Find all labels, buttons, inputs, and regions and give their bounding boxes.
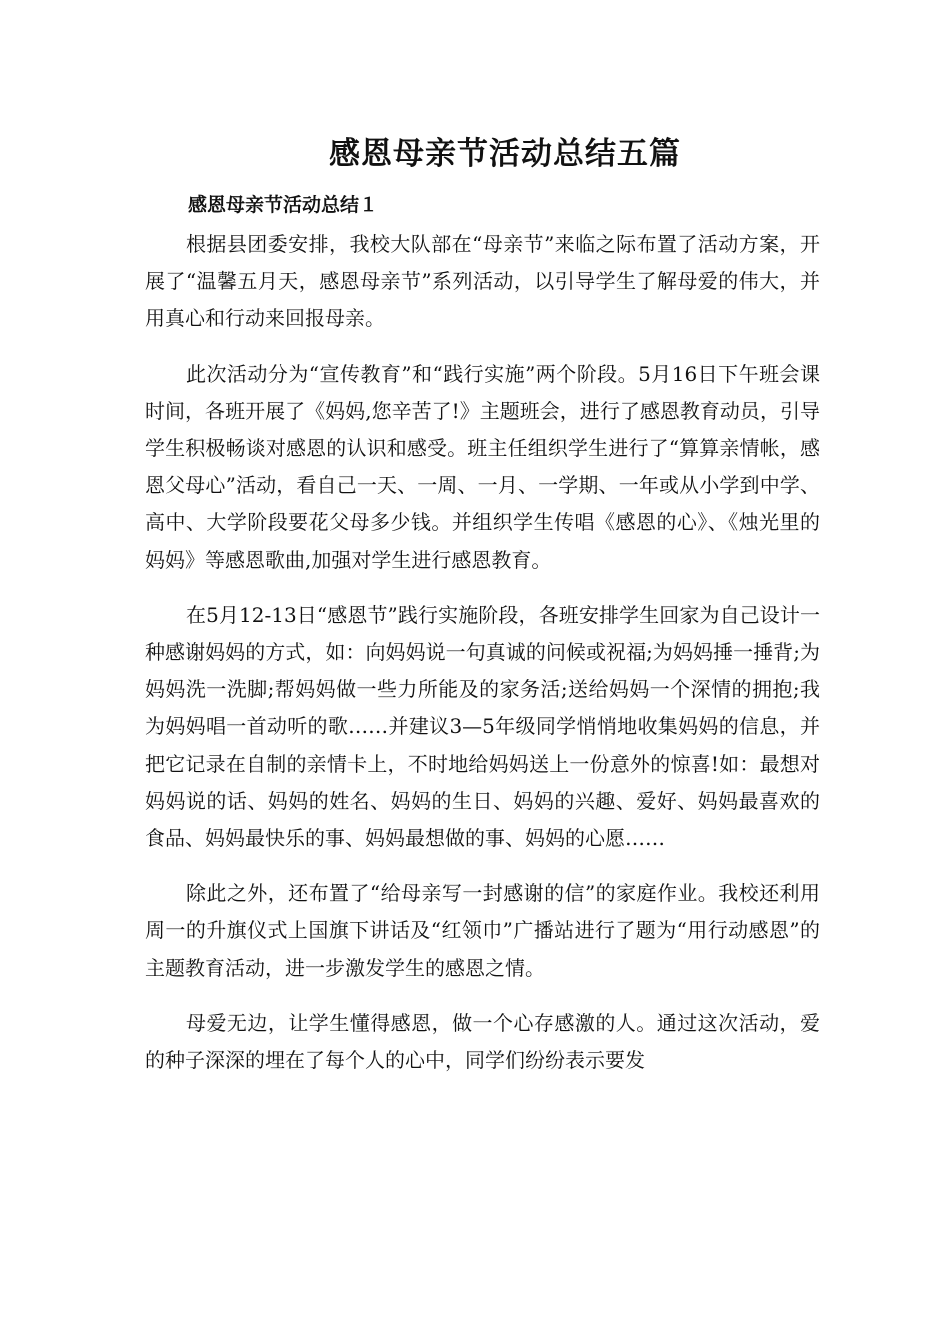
paragraph-4: 除此之外，还布置了“给母亲写一封感谢的信”的家庭作业。我校还利用周一的升旗仪式上国旗下讲话及“红领巾”广播站进行了题为“用行动感恩”的主题教育活动，进一步激发学生的感恩之情。 xyxy=(145,881,820,980)
paragraph-3: 在5月12-13日“感恩节”践行实施阶段，各班安排学生回家为自己设计一种感谢妈妈的方式，如：向妈妈说一句真诚的问候或祝福;为妈妈捶一捶背;为妈妈洗一洗脚;帮妈妈做一些力所能及的家务活;送给妈妈一个深情的拥抱;我为妈妈唱一首动听的歌……并建议3—5年级同学悄悄地收集妈妈的信息，并把它记录在自制的亲情卡上，不时地给妈妈送上一份意外的惊喜!如：最想对妈妈说的话、妈妈的姓名、妈妈的生日、妈妈的兴趣、爱好、妈妈最喜欢的食品、妈妈最快乐的事、妈妈最想做的事、妈妈的心愿…… xyxy=(145,602,820,851)
document-body xyxy=(145,226,820,1097)
paragraph-1: 根据县团委安排，我校大队部在“母亲节”来临之际布置了活动方案，开展了“温馨五月天，感恩母亲节”系列活动，以引导学生了解母爱的伟大，并用真心和行动来回报母亲。 xyxy=(145,232,820,331)
paragraph-5: 母爱无边，让学生懂得感恩，做一个心存感激的人。通过这次活动，爱的种子深深的埋在了每个人的心中，同学们纷纷表示要发 xyxy=(145,1010,820,1073)
document-title: 感恩母亲节活动总结五篇 xyxy=(329,136,681,172)
paragraph-2: 此次活动分为“宣传教育”和“践行实施”两个阶段。5月16日下午班会课时间，各班开展了《妈妈,您辛苦了!》主题班会，进行了感恩教育动员，引导学生积极畅谈对感恩的认识和感受。班主任组织学生进行了“算算亲情帐，感恩父母心”活动，看自己一天、一周、一月、一学期、一年或从小学到中学、高中、大学阶段要花父母多少钱。并组织学生传唱《感恩的心》、《烛光里的妈妈》等感恩歌曲,加强对学生进行感恩教育。 xyxy=(145,361,820,572)
section-heading: 感恩母亲节活动总结１ xyxy=(188,194,379,216)
